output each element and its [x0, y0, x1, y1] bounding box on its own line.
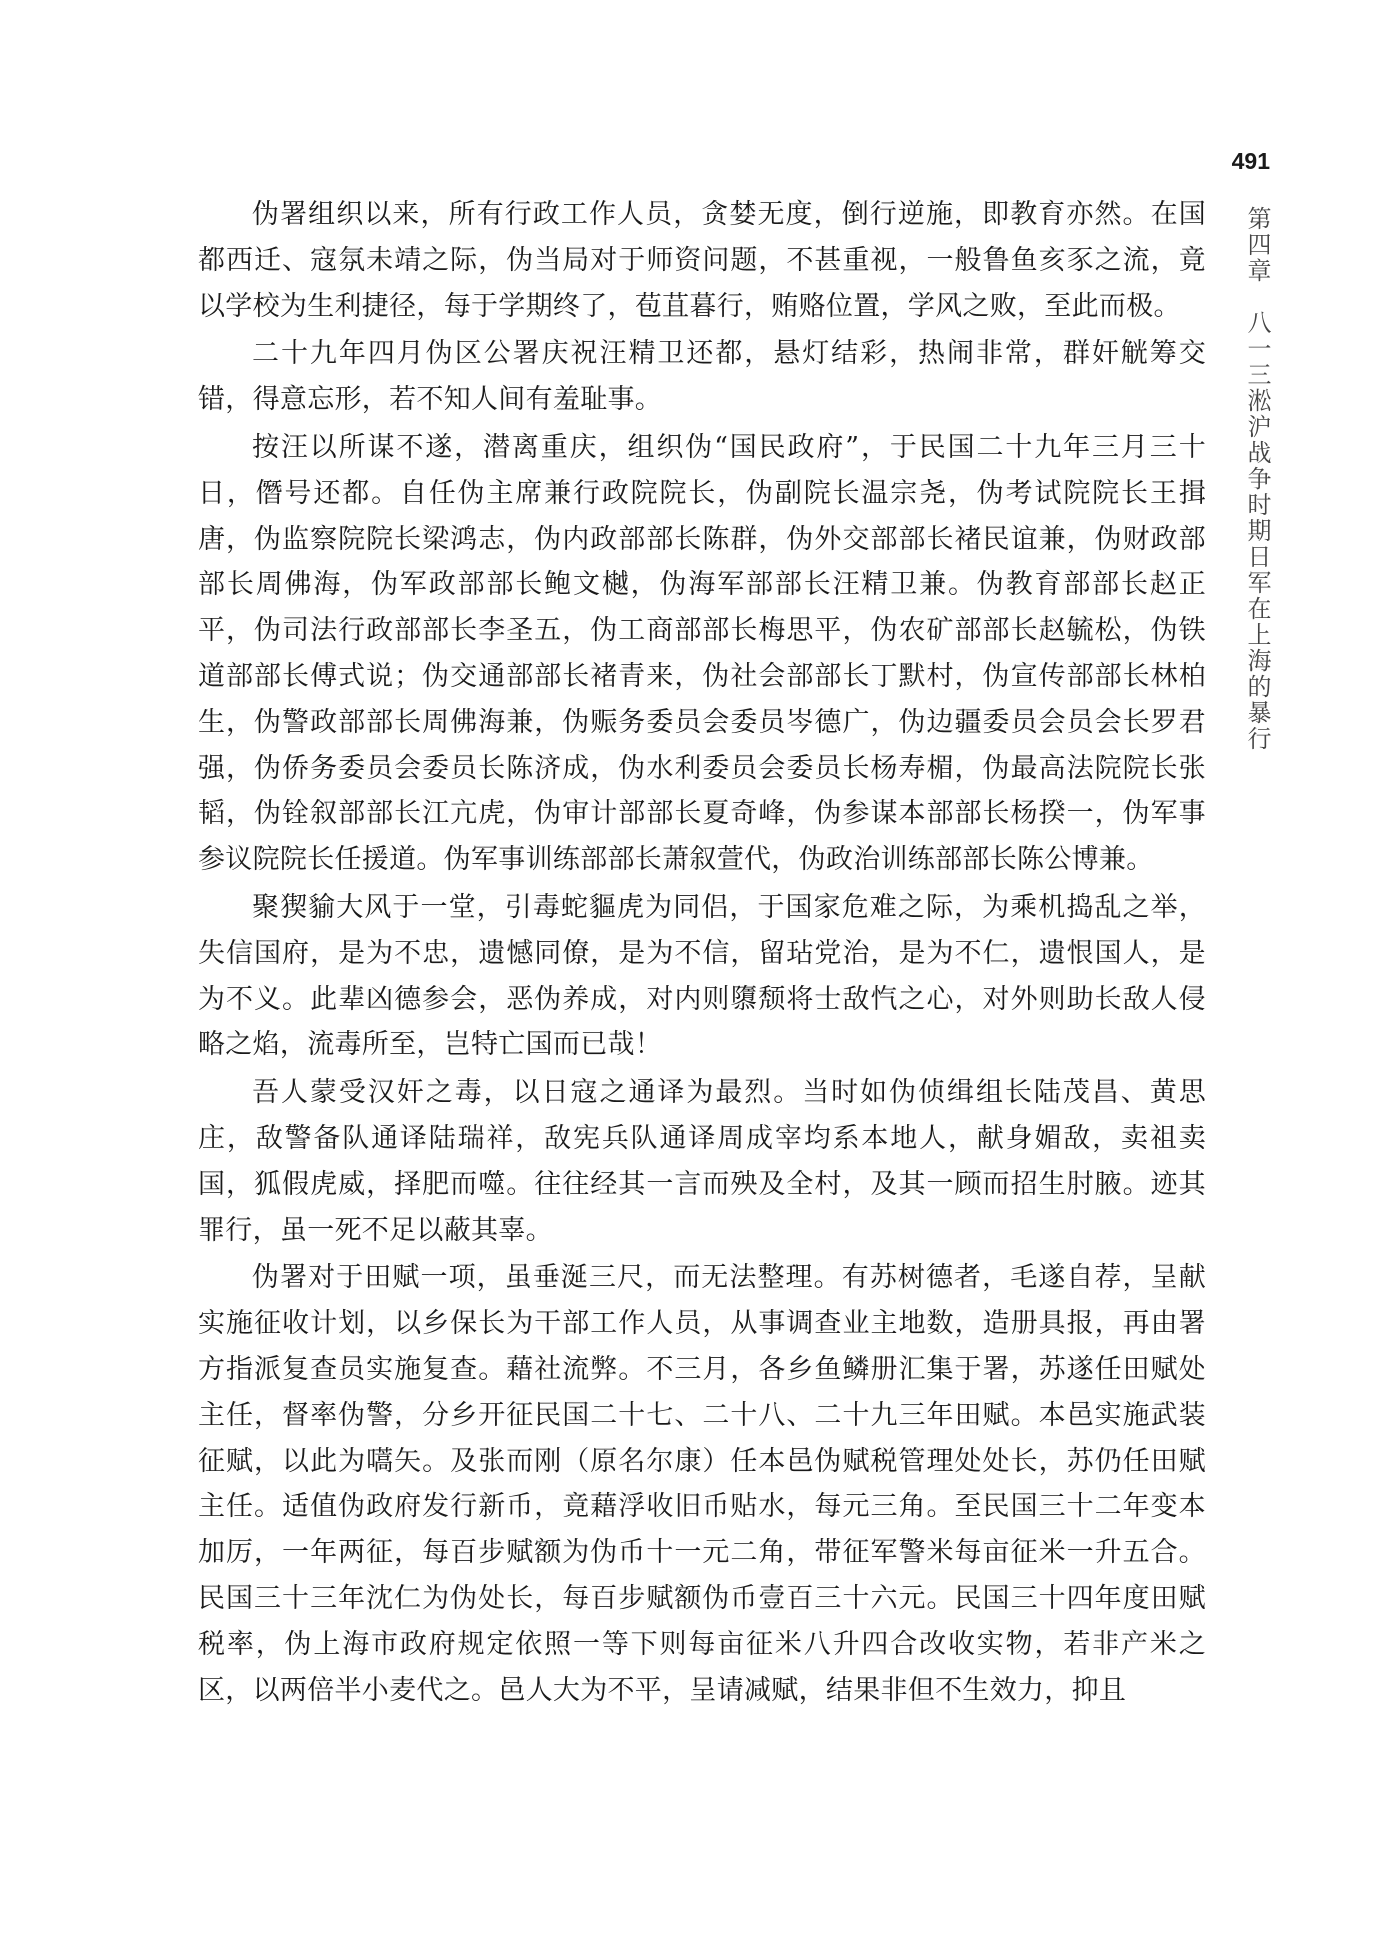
paragraph-6: 伪署对于田赋一项，虽垂涎三尺，而无法整理。有苏树德者，毛遂自荐，呈献实施征收计划，以乡保长为干部工作人员，从事调查业主地数，造册具报，再由署方指派复查员实施复查。藉社流弊。不三月，各乡鱼鳞册汇集于署，苏遂任田赋处主任，督率伪警，分乡开征民国二十七、二十八、二十九三年田赋。本邑实施武装征赋，以此为嚆矢。及张而刚（原名尔康）任本邑伪赋税管理处处长，苏仍任田赋主任。适值伪政府发行新币，竟藉浮收旧币贴水，每元三角。至民国三十二年变本加厉，一年两征，每百步赋额为伪币十一元二角，带征军警米每亩征米一升五合。民国三十三年沈仁为伪处长，每百步赋额伪币壹百三十六元。民国三十四年度田赋税率，伪上海市政府规定依照一等下则每亩征米八升四合改收实物，若非产米之区，以两倍半小麦代之。邑人大为不平，呈请减赋，结果非但不生效力，抑且 [198, 1262, 1206, 1706]
paragraph-3: 按汪以所谋不遂，潜离重庆，组织伪“国民政府”，于民国二十九年三月三十日，僭号还都。自任伪主席兼行政院院长，伪副院长温宗尧，伪考试院院长王揖唐，伪监察院院长梁鸿志，伪内政部部长陈群，伪外交部部长褚民谊兼，伪财政部部长周佛海，伪军政部部长鲍文樾，伪海军部部长汪精卫兼。伪教育部部长赵正平，伪司法行政部部长李圣五，伪工商部部长梅思平，伪农矿部部长赵毓松，伪铁道部部长傅式说；伪交通部部长褚青来，伪社会部部长丁默村，伪宣传部部长林柏生，伪警政部部长周佛海兼，伪赈务委员会委员岑德广，伪边疆委员会员会长罗君强，伪侨务委员会委员长陈济成，伪水利委员会委员长杨寿楣，伪最高法院院长张韬，伪铨叙部部长江亢虎，伪审计部部长夏奇峰，伪参谋本部部长杨揆一，伪军事参议院院长任援道。伪军事训练部部长萧叙萱代，伪政治训练部部长陈公博兼。 [198, 431, 1206, 876]
body-text [198, 192, 1206, 1715]
paragraph-5: 吾人蒙受汉奸之毒，以日寇之通译为最烈。当时如伪侦缉组长陆茂昌、黄思庄，敌警备队通译陆瑞祥，敌宪兵队通译周成宰均系本地人，献身媚敌，卖祖卖国，狐假虎威，择肥而噬。往往经其一言而殃及全村，及其一顾而招生肘腋。迹其罪行，虽一死不足以蔽其辜。 [198, 1077, 1206, 1246]
paragraph-4: 聚猰貐大风于一堂，引毒蛇貙虎为同侣，于国家危难之际，为乘机捣乱之举，失信国府，是为不忠，遗憾同僚，是为不信，留玷党治，是为不仁，遗恨国人，是为不义。此辈凶德参会，恶伪养成，对内则隳颓将士敌忾之心，对外则助长敌人侵略之焰，流毒所至，岂特亡国而已哉！ [198, 891, 1206, 1061]
running-head [1237, 206, 1277, 752]
chapter-title: 八一三淞沪战争时期日军在上海的暴行 [1243, 310, 1271, 752]
paragraph-2: 二十九年四月伪区公署庆祝汪精卫还都，悬灯结彩，热闹非常，群奸觥筹交错，得意忘形，若不知人间有羞耻事。 [198, 338, 1206, 416]
paragraph-1: 伪署组织以来，所有行政工作人员，贪婪无度，倒行逆施，即教育亦然。在国都西迁、寇氛未靖之际，伪当局对于师资问题，不甚重视，一般鲁鱼亥豕之流，竟以学校为生利捷径，每于学期终了，苞苴暮行，贿赂位置，学风之败，至此而极。 [198, 199, 1206, 322]
page-number: 491 [1231, 148, 1270, 174]
chapter-label: 第四章 [1243, 206, 1271, 284]
